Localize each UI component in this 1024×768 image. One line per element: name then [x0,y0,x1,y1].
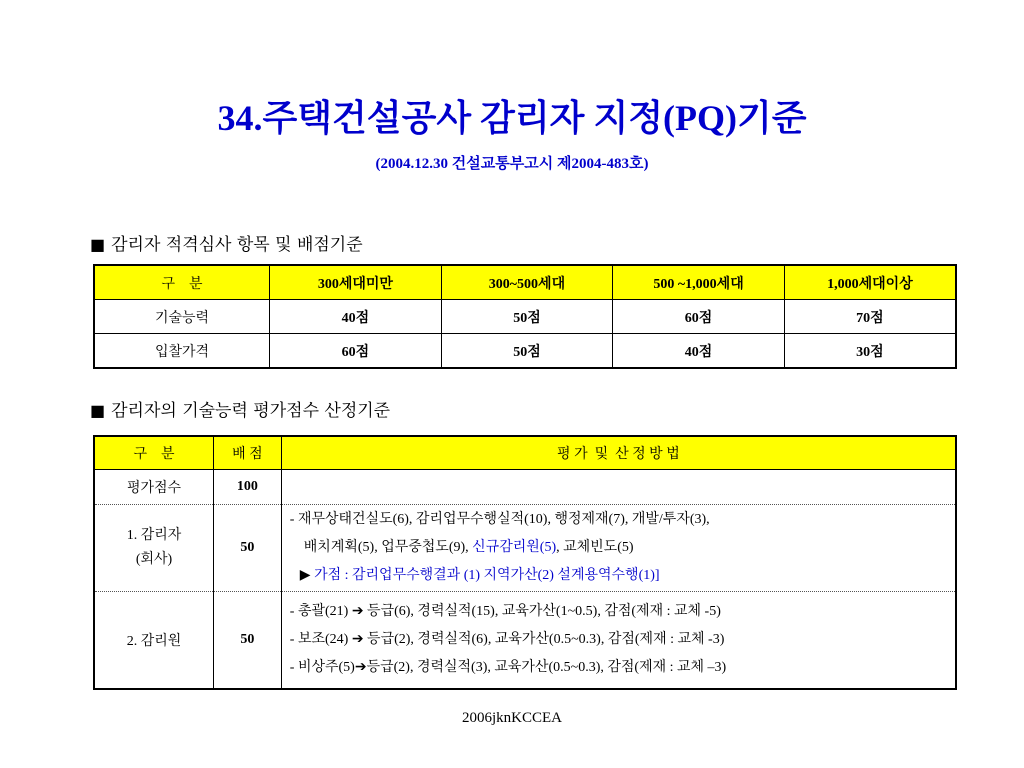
method-text: , 교체빈도(5) [556,540,634,555]
row-label: 기술능력 [94,300,270,334]
method-cell [281,505,956,592]
table-cell: 60점 [613,300,785,334]
square-bullet-icon: ■ [90,235,106,254]
bonus-line [290,562,955,590]
table-row [94,300,956,334]
method-text: 배치계획(5), 업무중첩도(9), [303,540,473,555]
square-bullet-icon: ■ [90,401,106,420]
row-label [94,505,214,592]
table-row [94,334,956,369]
header-cell: 구 분 [94,436,214,470]
bonus-text: 가점 : 감리업무수행결과 (1) 지역가산(2) 설계용역수행(1)] [314,568,660,583]
row-label-line: (회사) [135,552,173,567]
highlight-text: 신규감리원(5) [472,540,557,555]
header-cell: 배 점 [214,436,282,470]
section-label: 감리자의 기술능력 평가점수 산정기준 [111,401,391,421]
header-cell: 300~500세대 [441,265,613,300]
evaluation-table [93,435,957,690]
method-line: - 재무상태건실도(6), 감리업무수행실적(10), 행정제재(7), 개발/투자(3), [289,512,710,527]
triangle-right-icon: ▶ [299,568,311,583]
page-title: 34.주택건설공사 감리자 지정(PQ)기준 [217,98,807,138]
table-cell: 30점 [784,334,956,369]
row-label: 2. 감리원 [94,592,214,690]
table-row [94,505,956,592]
table-cell: 50점 [441,334,613,369]
section-heading-criteria [90,230,363,255]
table-cell: 70점 [784,300,956,334]
header-cell: 평 가 및 산 정 방 법 [281,436,956,470]
method-cell [281,470,956,505]
row-label-line: 1. 감리자 [126,528,182,543]
table-header-row [94,265,956,300]
method-line [290,534,955,562]
scoring-table [93,264,957,369]
header-cell: 구 분 [94,265,270,300]
header-cell: 500 ~1,000세대 [613,265,785,300]
row-label: 입찰가격 [94,334,270,369]
row-label: 평가점수 [94,470,214,505]
method-cell [281,592,956,690]
score-cell: 50 [214,505,282,592]
table-header-row [94,436,956,470]
table-row [94,470,956,505]
footer-text: 2006jknKCCEA [461,710,562,726]
page-subtitle: (2004.12.30 건설교통부고시 제2004-483호) [375,156,649,172]
table-cell: 50점 [441,300,613,334]
table-row [94,592,956,690]
method-line: - 보조(24) ➔ 등급(2), 경력실적(6), 교육가산(0.5~0.3), 감점(제재 : 교체 -3) [289,632,725,647]
method-line: - 비상주(5)➔등급(2), 경력실적(3), 교육가산(0.5~0.3), 감점(제재 : 교체 –3) [289,660,727,675]
score-cell: 100 [214,470,282,505]
header-cell: 1,000세대이상 [784,265,956,300]
section-label: 감리자 적격심사 항목 및 배점기준 [111,235,363,255]
table-cell: 60점 [270,334,442,369]
table-cell: 40점 [613,334,785,369]
header-cell: 300세대미만 [270,265,442,300]
section-heading-evaluation [90,396,390,421]
method-line: - 총괄(21) ➔ 등급(6), 경력실적(15), 교육가산(1~0.5), 감점(제재 : 교체 -5) [289,604,721,619]
score-cell: 50 [214,592,282,690]
table-cell: 40점 [270,300,442,334]
